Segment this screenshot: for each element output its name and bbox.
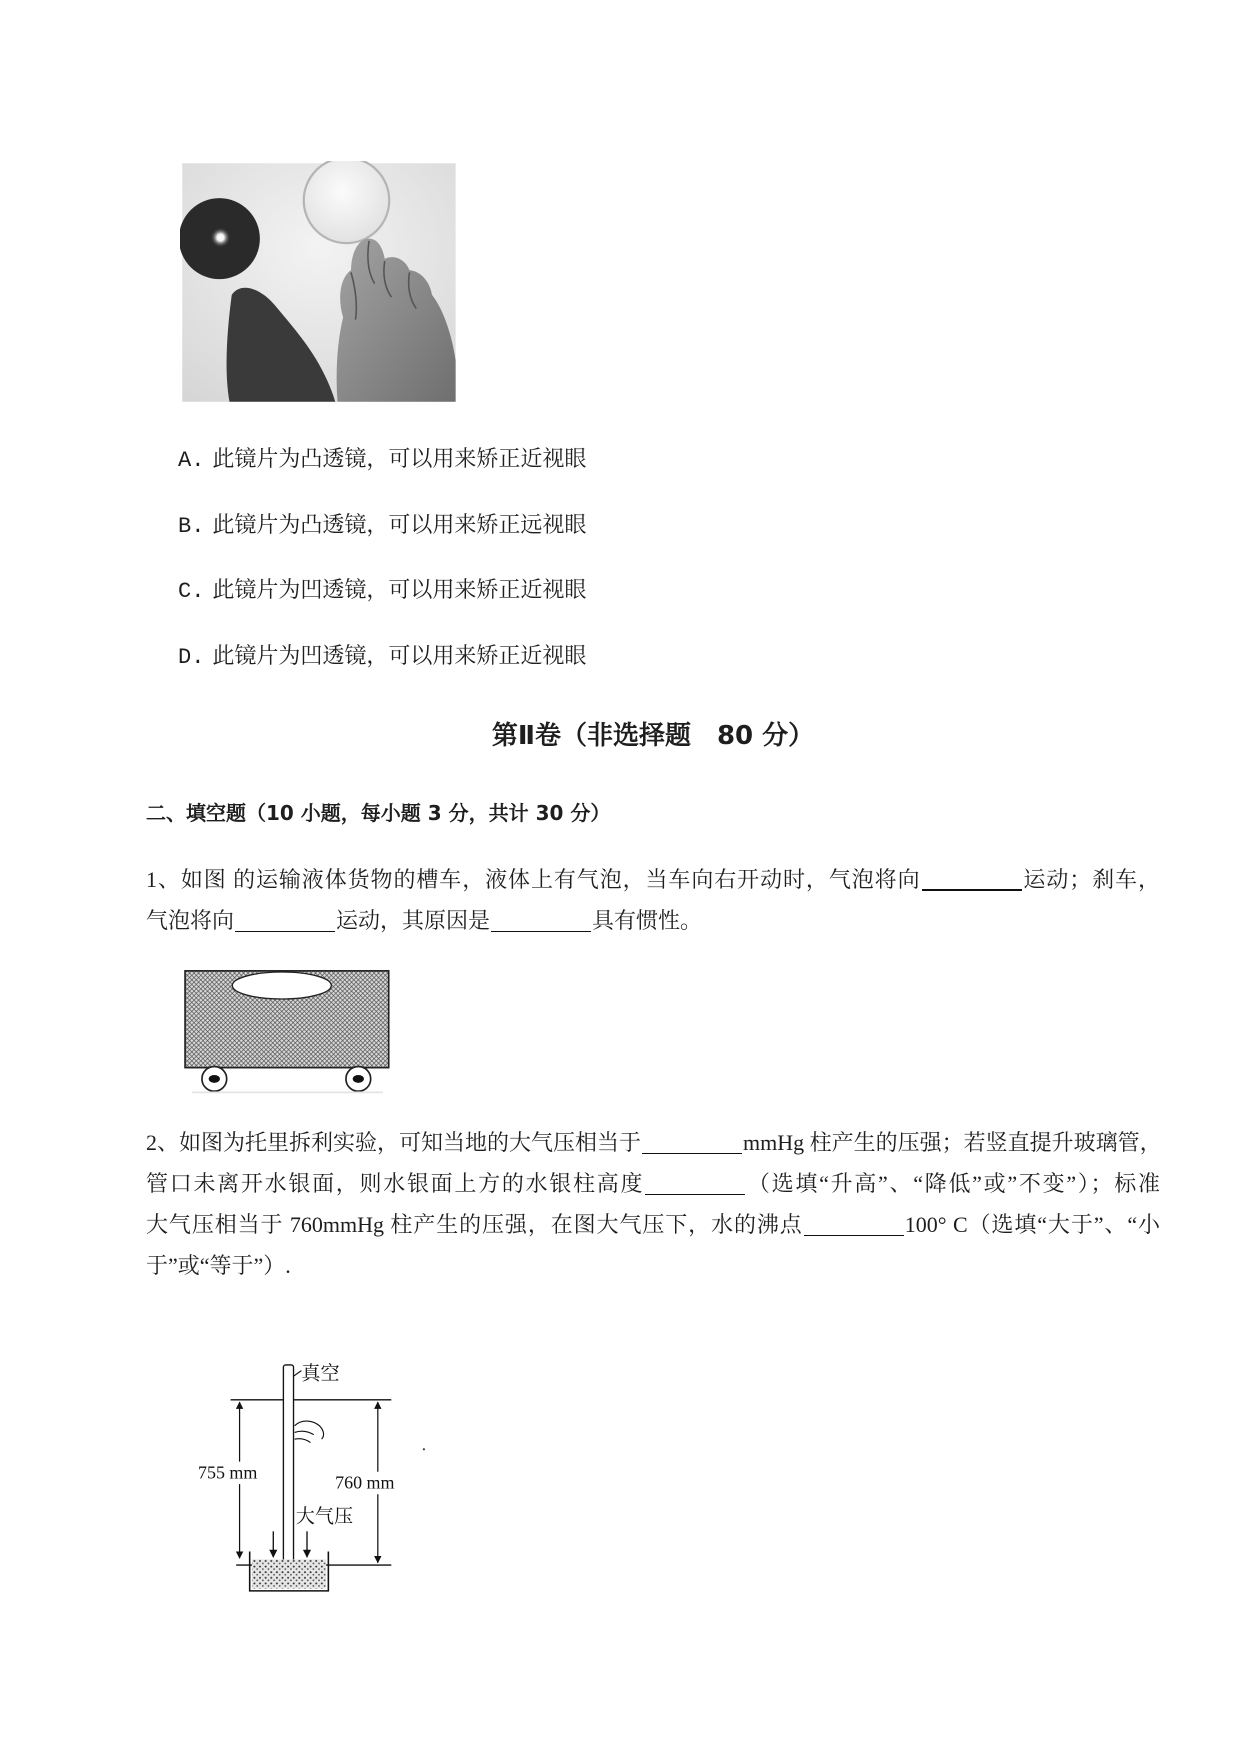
right-height-label: 760 mm xyxy=(335,1472,395,1493)
air-bubble xyxy=(232,972,331,999)
lens xyxy=(304,161,390,243)
atmospheric-pressure-label: 大气压 xyxy=(295,1506,354,1528)
question-text: 运动；刹车， xyxy=(1022,867,1160,892)
answer-blank xyxy=(491,913,591,932)
question-2-line-4 xyxy=(146,1246,1160,1286)
answer-blank xyxy=(645,1176,745,1195)
answer-blank xyxy=(642,1135,742,1154)
torricelli-diagram xyxy=(189,1349,434,1599)
tank-car-diagram xyxy=(178,963,398,1098)
glass-tube xyxy=(283,1365,293,1563)
question-2-line-1 xyxy=(146,1123,1160,1163)
lens-photo xyxy=(180,161,459,404)
option-letter: D. xyxy=(178,645,205,670)
question-1-line-2 xyxy=(146,901,1160,941)
section-heading: 二、填空题（10 小题，每小题 3 分，共计 30 分） xyxy=(146,801,611,825)
option-letter: A. xyxy=(178,448,205,473)
mercury xyxy=(252,1559,326,1588)
option-text: 此镜片为凹透镜，可以用来矫正近视眼 xyxy=(212,577,587,602)
question-text: （选填“升高”、“降低”或”不变”）；标准 xyxy=(746,1171,1160,1196)
question-text: 运动，其原因是 xyxy=(336,908,491,933)
vacuum-pointer xyxy=(294,1371,302,1377)
hand-sketch xyxy=(295,1421,324,1443)
question-2-line-2 xyxy=(146,1164,1160,1204)
light-spot xyxy=(210,227,230,247)
wheel-right xyxy=(346,1067,371,1092)
question-text: 气泡将向 xyxy=(146,908,235,933)
question-text: mmHg 柱产生的压强；若竖直提升玻璃管， xyxy=(743,1130,1162,1155)
option-c xyxy=(178,575,586,607)
question-text: 1、如图 的运输液体货物的槽车，液体上有气泡，当车向右开动时，气泡将向 xyxy=(146,867,921,892)
question-text: 大气压相当于 760mmHg 柱产生的压强，在图大气压下，水的沸点 xyxy=(146,1212,803,1237)
option-text: 此镜片为凸透镜，可以用来矫正远视眼 xyxy=(212,512,587,537)
part-title: 第Ⅱ卷（非选择题 80 分） xyxy=(491,721,815,751)
stray-mark xyxy=(423,1448,425,1450)
question-text: 具有惯性。 xyxy=(592,908,703,933)
wheel-left xyxy=(202,1067,227,1092)
vacuum-label: 真空 xyxy=(301,1363,340,1385)
option-b xyxy=(178,510,586,542)
answer-blank xyxy=(235,913,335,932)
option-text: 此镜片为凹透镜，可以用来矫正近视眼 xyxy=(212,643,587,668)
left-height-label: 755 mm xyxy=(197,1462,258,1483)
question-2-line-3 xyxy=(146,1205,1160,1245)
question-text: 100° C（选填“大于”、“小 xyxy=(904,1212,1160,1237)
question-text: 2、如图为托里拆利实验，可知当地的大气压相当于 xyxy=(146,1130,642,1155)
option-text: 此镜片为凸透镜，可以用来矫正近视眼 xyxy=(212,446,587,471)
option-a xyxy=(178,444,586,476)
answer-blank xyxy=(922,871,1022,891)
option-d xyxy=(178,641,586,673)
option-letter: C. xyxy=(178,579,205,604)
question-text: 管口未离开水银面，则水银面上方的水银柱高度 xyxy=(146,1171,645,1196)
question-text: 于”或“等于”）. xyxy=(146,1253,291,1278)
question-1-line-1 xyxy=(146,860,1160,900)
option-letter: B. xyxy=(178,514,205,539)
answer-blank xyxy=(804,1217,904,1236)
